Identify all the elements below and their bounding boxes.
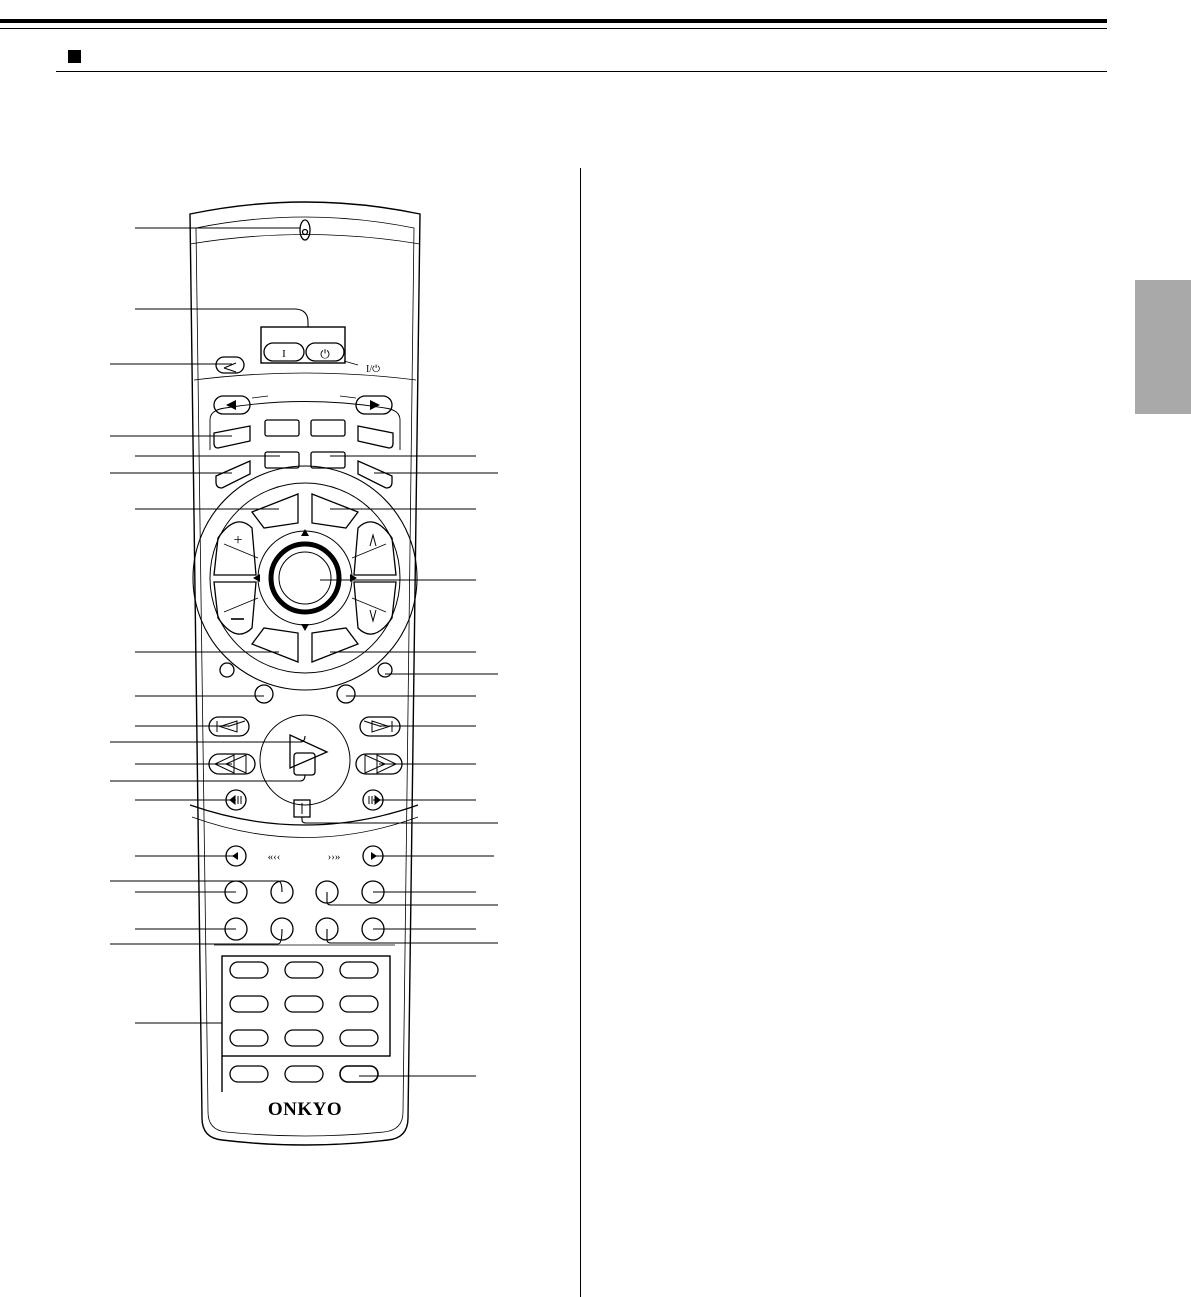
numeric-key-7[interactable] [230,1030,268,1046]
stop-icon [294,753,315,775]
input-button-row1-3[interactable] [311,420,345,436]
numeric-key-1[interactable] [230,962,268,978]
numeric-keypad-frame [222,956,390,1092]
bottom-left-nav-button[interactable] [252,628,298,662]
small-round-button-left[interactable] [220,663,234,677]
callout-lines-right [302,456,498,1076]
cursor-up-arrow [301,529,309,536]
numeric-key-8[interactable] [285,1030,323,1046]
numeric-key-10[interactable] [230,1066,268,1082]
volume-down-button[interactable] [214,582,256,634]
round-button-right[interactable] [337,685,355,703]
rewind-glyph: «‹‹ [267,851,281,863]
channel-down-button[interactable] [354,582,396,634]
remote-indicator-led [300,220,310,240]
small-round-button-right[interactable] [378,663,392,677]
top-left-nav-button[interactable] [252,494,298,528]
open-close-button[interactable] [216,357,244,373]
power-label: I/⏻ [366,364,381,375]
transport-ring [260,715,350,805]
input-button-row2-3[interactable] [311,452,345,468]
power-buttons-group [261,327,345,363]
top-right-nav-button[interactable] [312,494,358,528]
plus-icon: + [233,532,243,549]
numeric-key-4[interactable] [230,996,268,1012]
power-on-button[interactable] [264,343,304,361]
input-button-row2-2[interactable] [265,452,299,468]
arrow-up-icon [370,535,376,546]
forward-glyph: ››» [327,851,341,863]
numeric-key-6[interactable] [340,996,378,1012]
numeric-key-2[interactable] [285,962,323,978]
arrow-down-icon [370,610,376,621]
numeric-key-12[interactable] [340,1066,378,1082]
input-button-row1-4[interactable] [358,426,393,448]
stop-button[interactable] [294,753,315,775]
enter-button[interactable] [271,544,339,612]
standby-button[interactable] [306,343,344,361]
navigation-ring [193,466,417,690]
standby-icon: ⏻ [320,347,330,361]
numeric-key-5[interactable] [285,996,323,1012]
play-icon [290,735,327,768]
cursor-down-arrow [301,624,309,631]
brand-logo: ONKYO [267,1099,343,1120]
callout-lines-left [110,228,308,1023]
bottom-right-nav-button[interactable] [312,628,358,662]
input-button-row2-4[interactable] [358,461,392,488]
numeric-key-9[interactable] [340,1030,378,1046]
play-button[interactable] [290,735,327,768]
pause-button[interactable] [294,800,310,817]
input-button-row1-1[interactable] [214,426,250,448]
round-button-left[interactable] [255,685,273,703]
numeric-key-3[interactable] [340,962,378,978]
power-on-glyph: I [282,348,286,360]
input-button-row1-2[interactable] [265,420,299,436]
numeric-key-11[interactable] [285,1066,323,1082]
